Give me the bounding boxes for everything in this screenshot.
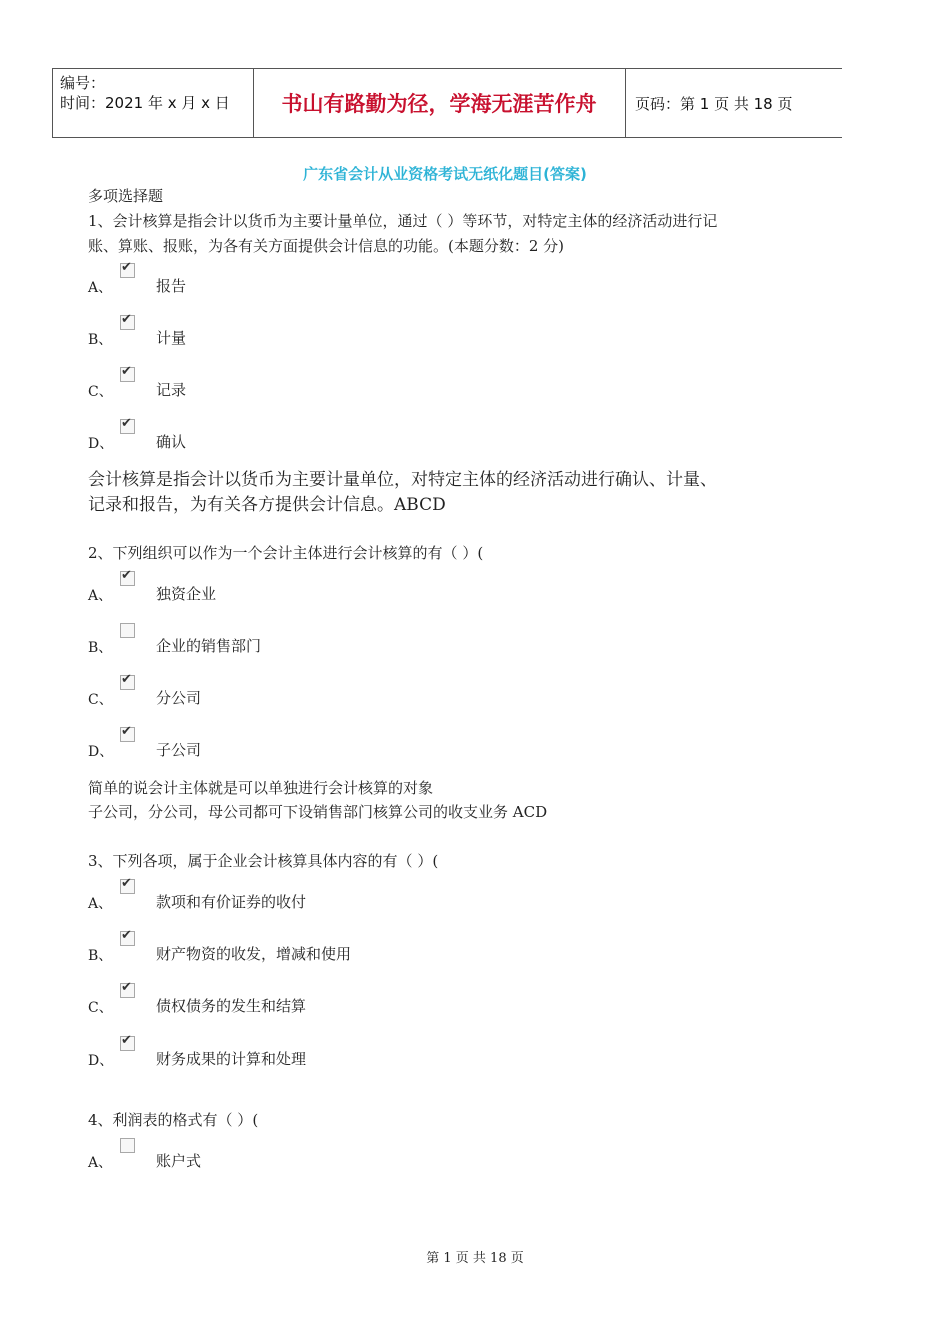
checkbox[interactable] [120,419,135,434]
question-1-option-d[interactable] [88,419,588,455]
checkbox[interactable] [120,931,135,946]
option-letter: B、 [88,332,113,348]
option-letter: D、 [88,436,114,452]
question-3-option-b[interactable] [88,931,588,967]
option-letter: B、 [88,948,113,964]
page-label: 页码：第 1 页 共 18 页 [635,95,793,113]
checkbox[interactable] [120,727,135,742]
question-3-stem: 3、下列各项，属于企业会计核算具体内容的有（ ）( [88,852,439,870]
option-text: 企业的销售部门 [156,637,262,655]
question-2-option-a[interactable] [88,571,588,607]
checkbox[interactable] [120,367,135,382]
question-2-option-d[interactable] [88,727,588,763]
option-letter: B、 [88,640,113,656]
header-divider [52,69,53,137]
option-letter: A、 [88,588,113,604]
question-3-option-a[interactable] [88,879,588,915]
checkbox[interactable] [120,1138,135,1153]
question-3-option-d[interactable] [88,1036,588,1072]
option-letter: D、 [88,1053,114,1069]
document-title: 广东省会计从业资格考试无纸化题目(答案) [303,165,587,183]
option-text: 子公司 [156,741,202,759]
document-header [52,68,842,138]
option-text: 账户式 [156,1152,202,1170]
checkbox[interactable] [120,879,135,894]
section-title: 多项选择题 [88,187,164,205]
checkbox[interactable] [120,1036,135,1051]
option-letter: C、 [88,384,113,400]
question-4-option-a[interactable] [88,1138,588,1174]
question-1-option-c[interactable] [88,367,588,403]
checkbox[interactable] [120,983,135,998]
option-letter: C、 [88,1000,113,1016]
checkbox[interactable] [120,623,135,638]
question-4-stem: 4、利润表的格式有（ ）( [88,1111,259,1129]
option-text: 财务成果的计算和处理 [156,1050,307,1068]
option-text: 分公司 [156,689,202,707]
motto: 书山有路勤为径，学海无涯苦作舟 [281,92,597,116]
option-text: 独资企业 [156,585,217,603]
option-text: 财产物资的收发，增减和使用 [156,945,352,963]
option-text: 款项和有价证券的收付 [156,893,307,911]
checkbox[interactable] [120,315,135,330]
checkbox[interactable] [120,675,135,690]
option-text: 确认 [156,433,187,451]
question-3-option-c[interactable] [88,983,588,1019]
option-text: 债权债务的发生和结算 [156,997,307,1015]
page-footer: 第 1 页 共 18 页 [426,1251,524,1266]
option-text: 记录 [156,381,187,399]
checkbox[interactable] [120,263,135,278]
question-1-explanation-line-1: 会计核算是指会计以货币为主要计量单位，对特定主体的经济活动进行确认、计量、 [88,470,717,490]
question-1-option-b[interactable] [88,315,588,351]
checkbox[interactable] [120,571,135,586]
option-letter: A、 [88,1155,113,1171]
question-1-stem-line-2: 账、算账、报账，为各有关方面提供会计信息的功能。(本题分数：2 分) [88,237,565,255]
number-label: 编号： [60,74,106,92]
header-meta [60,73,230,113]
question-1-option-a[interactable] [88,263,588,299]
option-letter: C、 [88,692,113,708]
option-text: 计量 [156,329,187,347]
option-letter: A、 [88,280,113,296]
header-divider [625,69,626,137]
option-text: 报告 [156,277,187,295]
question-2-stem: 2、下列组织可以作为一个会计主体进行会计核算的有（ ）( [88,544,484,562]
question-1-explanation-line-2: 记录和报告，为有关各方提供会计信息。ABCD [88,495,446,515]
option-letter: D、 [88,744,114,760]
date-label: 时间：2021 年 x 月 x 日 [60,94,230,112]
question-2-option-c[interactable] [88,675,588,711]
question-1-stem-line-1: 1、会计核算是指会计以货币为主要计量单位，通过（ ）等环节，对特定主体的经济活动进行记 [88,212,718,230]
question-2-option-b[interactable] [88,623,588,659]
option-letter: A、 [88,896,113,912]
question-2-explanation-line-1: 简单的说会计主体就是可以单独进行会计核算的对象 [88,779,434,797]
question-2-explanation-line-2: 子公司，分公司，母公司都可下设销售部门核算公司的收支业务 ACD [88,803,548,821]
